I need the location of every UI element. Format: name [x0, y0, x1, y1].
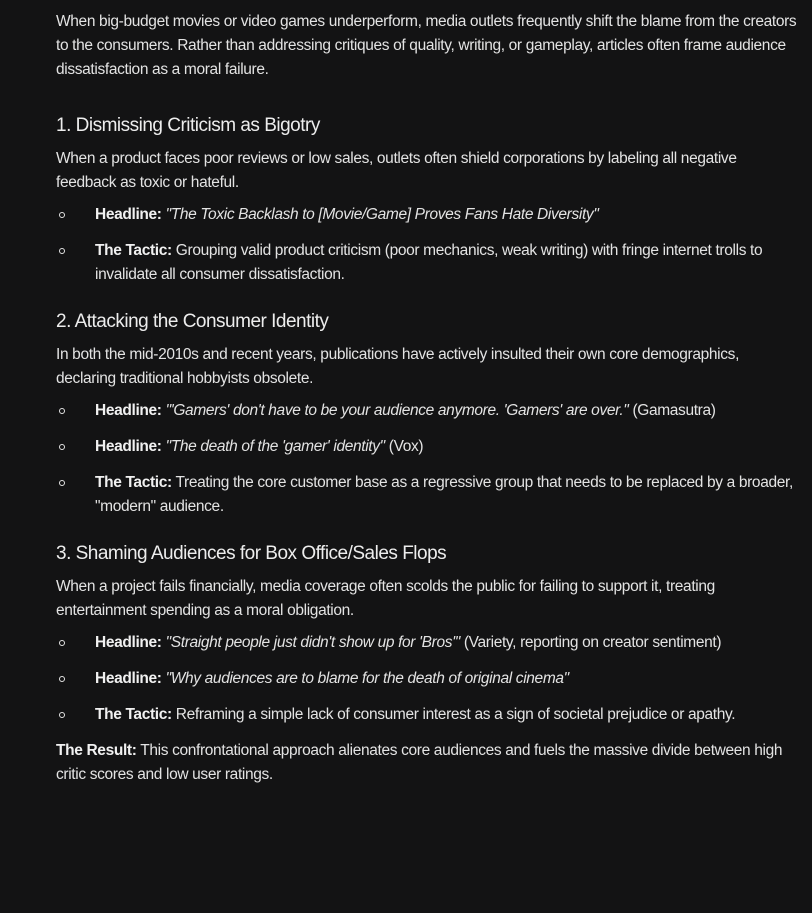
section-1 [56, 113, 798, 287]
section-description: When a project fails financially, media coverage often scolds the public for failing to support it, treating entertainment spending as a moral obligation. [56, 578, 715, 619]
hollow-bullet-icon [59, 480, 65, 486]
hollow-bullet-icon [59, 640, 65, 646]
point-label: The Tactic: [95, 242, 172, 259]
list-item [56, 703, 798, 727]
section-heading: 3. Shaming Audiences for Box Office/Sales Flops [56, 543, 447, 564]
point-headline: "Why audiences are to blame for the death of original cinema" [165, 670, 569, 687]
point-text: Grouping valid product criticism (poor mechanics, weak writing) with fringe internet trolls to invalidate all consumer dissatisfaction. [95, 242, 763, 283]
list-item [56, 203, 798, 227]
point-label: The Tactic: [95, 706, 172, 723]
hollow-bullet-icon [59, 676, 65, 682]
bullet-list [56, 399, 798, 519]
result-label: The Result: [56, 742, 137, 759]
hollow-bullet-icon [59, 712, 65, 718]
result-paragraph [56, 739, 798, 787]
point-headline: "The death of the 'gamer' identity" [165, 438, 385, 455]
section-description: When a product faces poor reviews or low sales, outlets often shield corporations by labeling all negative feedback as toxic or hateful. [56, 150, 737, 191]
list-item [56, 435, 798, 459]
section-2 [56, 309, 798, 519]
bullet-list [56, 631, 798, 727]
section-3 [56, 541, 798, 727]
point-headline: "'Gamers' don't have to be your audience anymore. 'Gamers' are over." [165, 402, 629, 419]
hollow-bullet-icon [59, 408, 65, 414]
bullet-list [56, 203, 798, 287]
point-text: Treating the core customer base as a regressive group that needs to be replaced by a broader, "modern" audience. [95, 474, 793, 515]
result-text: This confrontational approach alienates core audiences and fuels the massive divide between high critic scores and low user ratings. [56, 742, 783, 783]
list-item [56, 399, 798, 423]
intro-paragraph: When big-budget movies or video games underperform, media outlets frequently shift the blame from the creators to the consumers. Rather than addressing critiques of quality, writing, or gameplay, articles often frame audience dissatisfaction as a moral failure. [56, 13, 797, 78]
hollow-bullet-icon [59, 248, 65, 254]
list-item [56, 239, 798, 287]
point-text: (Vox) [388, 438, 424, 455]
point-headline: "The Toxic Backlash to [Movie/Game] Proves Fans Hate Diversity" [165, 206, 599, 223]
section-description: In both the mid-2010s and recent years, publications have actively insulted their own core demographics, declaring traditional hobbyists obsolete. [56, 346, 740, 387]
list-item [56, 631, 798, 655]
hollow-bullet-icon [59, 212, 65, 218]
point-label: Headline: [95, 670, 162, 687]
point-headline: "Straight people just didn't show up for 'Bros'" [165, 634, 460, 651]
point-text: Reframing a simple lack of consumer interest as a sign of societal prejudice or apathy. [175, 706, 736, 723]
point-label: Headline: [95, 634, 162, 651]
point-text: (Gamasutra) [632, 402, 716, 419]
point-label: Headline: [95, 206, 162, 223]
list-item [56, 667, 798, 691]
point-label: Headline: [95, 402, 162, 419]
hollow-bullet-icon [59, 444, 65, 450]
point-label: Headline: [95, 438, 162, 455]
section-heading: 2. Attacking the Consumer Identity [56, 311, 329, 332]
section-heading: 1. Dismissing Criticism as Bigotry [56, 115, 320, 136]
list-item [56, 471, 798, 519]
point-label: The Tactic: [95, 474, 172, 491]
point-text: (Variety, reporting on creator sentiment) [463, 634, 722, 651]
